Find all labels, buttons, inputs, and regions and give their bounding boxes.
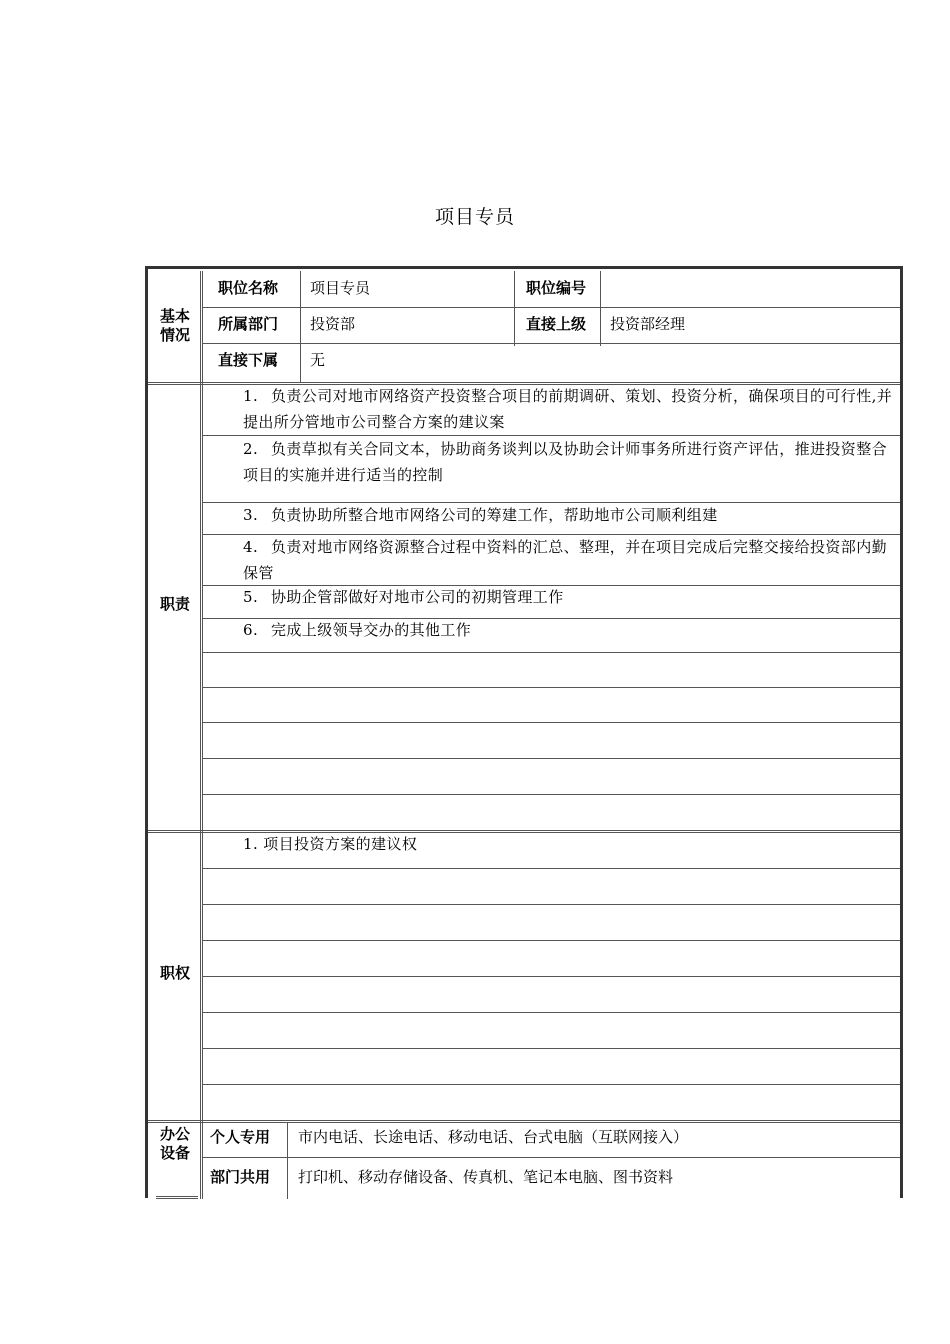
subordinate-value: 无	[310, 351, 326, 369]
equipment-divider	[287, 1122, 288, 1199]
subordinate-label: 直接下属	[218, 351, 279, 369]
duty-item-6-text: 完成上级领导交办的其他工作	[271, 621, 472, 639]
duty-item-6-num: 6.	[243, 621, 259, 639]
equipment-section-separator	[148, 1120, 900, 1123]
duty-item-5-text: 协助企管部做好对地市公司的初期管理工作	[271, 588, 564, 606]
department-label: 所属部门	[218, 315, 279, 333]
section-label-basic	[150, 307, 200, 345]
basic-divider-1	[300, 271, 301, 383]
bottom-label-underline	[156, 1196, 198, 1199]
duty-item-3	[243, 502, 898, 528]
basic-divider-2	[514, 271, 515, 346]
authority-row-line-7	[203, 1084, 900, 1085]
section-label-basic-text: 基本情况	[159, 307, 190, 344]
shared-equipment-label: 部门共用	[210, 1168, 271, 1186]
duty-item-4	[243, 534, 898, 586]
duty-item-4-text: 负责对地市网络资源整合过程中资料的汇总、整理，并在项目完成后完整交接给投资部内勤保管	[243, 538, 888, 582]
position-name-label: 职位名称	[218, 279, 279, 297]
equipment-row-line	[203, 1157, 900, 1158]
duty-item-1	[243, 383, 898, 435]
authority-row-line-2	[203, 904, 900, 905]
position-no-label: 职位编号	[526, 279, 587, 297]
page-title: 项目专员	[434, 206, 515, 228]
duty-row-line-6	[203, 652, 900, 653]
authority-row-line-4	[203, 976, 900, 977]
shared-equipment-value: 打印机、移动存储设备、传真机、笔记本电脑、图书资料	[298, 1168, 674, 1186]
section-label-equipment	[150, 1125, 200, 1163]
duty-row-line-10	[203, 794, 900, 795]
department-value: 投资部	[310, 315, 356, 333]
duty-item-5	[243, 584, 898, 610]
duty-row-line-8	[203, 722, 900, 723]
duty-item-6	[243, 617, 898, 643]
authority-row-line-3	[203, 940, 900, 941]
superior-label: 直接上级	[526, 315, 587, 333]
duty-row-line-7	[203, 687, 900, 688]
duty-item-1-text: 负责公司对地市网络资产投资整合项目的前期调研、策划、投资分析，确保项目的可行性,并提出所分管地市公司整合方案的建议案	[243, 387, 893, 431]
authority-item-1: 1. 项目投资方案的建议权	[243, 835, 418, 853]
authority-row-line-6	[203, 1048, 900, 1049]
label-column-divider	[200, 271, 203, 1199]
basic-row-line-1	[203, 307, 900, 308]
authority-row-line-5	[203, 1012, 900, 1013]
section-label-authority: 职权	[159, 964, 190, 982]
authority-row-line-1	[203, 868, 900, 869]
duty-item-2-num: 2.	[243, 440, 259, 458]
duty-item-3-text: 负责协助所整合地市网络公司的筹建工作，帮助地市公司顺利组建	[271, 506, 718, 524]
duty-item-1-num: 1.	[243, 387, 259, 405]
section-label-equipment-text: 办公设备	[159, 1125, 190, 1162]
duty-item-4-num: 4.	[243, 538, 259, 556]
duty-item-2	[243, 436, 898, 488]
position-name-value: 项目专员	[310, 279, 371, 297]
personal-equipment-value: 市内电话、长途电话、移动电话、台式电脑（互联网接入）	[298, 1128, 689, 1146]
duty-item-2-text: 负责草拟有关合同文本，协助商务谈判以及协助会计师事务所进行资产评估，推进投资整合项目的实施并进行适当的控制	[243, 440, 888, 484]
duty-item-3-num: 3.	[243, 506, 259, 524]
basic-divider-3	[600, 271, 601, 346]
superior-value: 投资部经理	[610, 315, 686, 333]
duty-item-5-num: 5.	[243, 588, 259, 606]
section-label-duties: 职责	[159, 595, 190, 613]
duty-row-line-9	[203, 758, 900, 759]
job-description-form	[145, 266, 903, 1198]
basic-row-line-2	[203, 343, 900, 344]
personal-equipment-label: 个人专用	[210, 1128, 271, 1146]
